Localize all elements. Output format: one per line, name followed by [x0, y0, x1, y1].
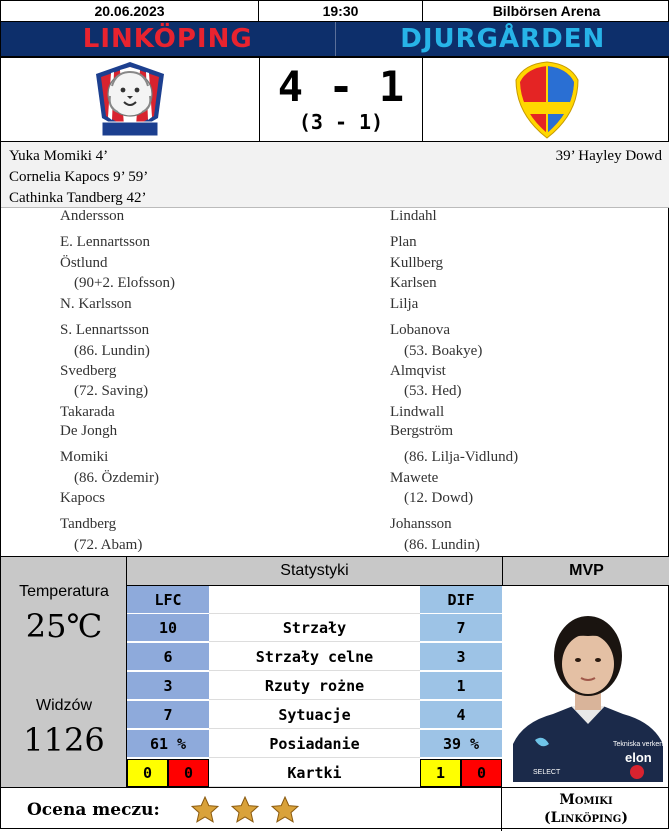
attendance-value: 1126 [1, 721, 127, 759]
lineup-player: Tandberg [60, 516, 116, 533]
away-logo-cell [423, 58, 669, 141]
djurgarden-shield-logo-icon [512, 60, 582, 140]
lineup-substitution: (86. Lundin) [390, 537, 480, 554]
match-date: 20.06.2023 [1, 1, 259, 21]
shirt-brand: SELECT [533, 769, 561, 776]
conditions-panel [1, 557, 127, 787]
stat-home-value: 7 [127, 701, 209, 729]
shirt-sponsor-2: elon [625, 750, 652, 765]
stat-home-value: 3 [127, 672, 209, 700]
score-row [1, 58, 669, 142]
away-team-abbr: DIF [420, 586, 502, 614]
lineup-substitution: (86. Özdemir) [60, 470, 159, 487]
stats-title: Statystyki [127, 557, 502, 586]
lineup-player: Andersson [60, 208, 124, 225]
home-scorers-list [9, 146, 148, 209]
lineup-substitution: (90+2. Elofsson) [60, 275, 175, 292]
lineup-player: Mawete [390, 470, 438, 487]
stat-row [127, 643, 502, 671]
home-red-cards: 0 [168, 759, 209, 787]
mvp-player-team: (Linköping) [502, 809, 669, 827]
lineup-player: Johansson [390, 516, 452, 533]
stat-away-value: 1 [420, 672, 502, 700]
stat-home-value: 6 [127, 643, 209, 671]
away-scorers-list [556, 146, 662, 167]
home-scorer: Yuka Momiki 4’ [9, 146, 148, 167]
final-score: 4 - 1 [278, 65, 404, 109]
match-time: 19:30 [259, 1, 423, 21]
rating-stars [191, 796, 311, 824]
lineup-substitution: (72. Abam) [60, 537, 142, 554]
home-scorer: Cathinka Tandberg 42’ [9, 188, 148, 209]
lineup-player: Momiki [60, 449, 108, 466]
home-team-name: LINKÖPING [1, 22, 336, 56]
match-rating [1, 787, 502, 831]
away-scorer: 39’ Hayley Dowd [556, 146, 662, 167]
shirt-sponsor-1: Tekniska verken [613, 741, 663, 748]
lineup-player: Östlund [60, 255, 108, 272]
home-scorer: Cornelia Kapocs 9’ 59’ [9, 167, 148, 188]
stat-label: Sytuacje [209, 701, 420, 729]
stats-section [1, 556, 669, 830]
lineup-player: E. Lennartsson [60, 234, 150, 251]
lineup-substitution: (86. Lilja-Vidlund) [390, 449, 518, 466]
stat-label: Strzały [209, 614, 420, 642]
home-logo-cell [1, 58, 259, 141]
stat-away-value: 3 [420, 643, 502, 671]
star-icon [271, 796, 299, 824]
stat-away-value: 7 [420, 614, 502, 642]
home-yellow-cards: 0 [127, 759, 168, 787]
stats-header-spacer [209, 586, 420, 614]
away-yellow-cards: 1 [420, 759, 461, 787]
lineup-substitution: (86. Lundin) [60, 343, 150, 360]
lineup-player: Karlsen [390, 275, 437, 292]
stat-home-value: 10 [127, 614, 209, 642]
teams-header [1, 22, 669, 58]
stat-home-value: 61 % [127, 730, 209, 758]
stat-row [127, 730, 502, 758]
star-icon [231, 796, 259, 824]
lineup-player: Kullberg [390, 255, 443, 272]
cards-row [127, 759, 502, 787]
lineup-player: Lobanova [390, 322, 450, 339]
attendance-label: Widzów [1, 697, 127, 715]
stat-row [127, 614, 502, 642]
lineup-substitution: (72. Saving) [60, 383, 148, 400]
mvp-player-name: Momiki [502, 791, 669, 809]
lineup-substitution: (53. Hed) [390, 383, 461, 400]
lineup-player: Bergström [390, 423, 453, 440]
lineup-player: Lindahl [390, 208, 437, 225]
mvp-name-box [502, 787, 669, 831]
stats-team-header [127, 586, 502, 614]
match-info-row [1, 1, 669, 22]
score-cell [259, 58, 423, 141]
lineups [1, 208, 669, 556]
star-icon [191, 796, 219, 824]
rating-label: Ocena meczu: [27, 800, 160, 820]
lineup-substitution: (53. Boakye) [390, 343, 482, 360]
stat-label: Strzały celne [209, 643, 420, 671]
lineup-player: Plan [390, 234, 417, 251]
mvp-title: MVP [502, 557, 669, 586]
lineup-player: Almqvist [390, 363, 446, 380]
match-venue: Bilbörsen Arena [423, 1, 669, 21]
temperature-value: 25℃ [1, 607, 127, 645]
home-team-abbr: LFC [127, 586, 209, 614]
stat-away-value: 39 % [420, 730, 502, 758]
stat-row [127, 672, 502, 700]
lineup-player: Svedberg [60, 363, 116, 380]
stat-away-value: 4 [420, 701, 502, 729]
lineup-player: Lindwall [390, 404, 444, 421]
halftime-score: (3 - 1) [299, 109, 383, 135]
stat-label: Rzuty rożne [209, 672, 420, 700]
lineup-player: Lilja [390, 296, 418, 313]
cards-label: Kartki [209, 759, 420, 787]
mvp-player-photo [513, 594, 663, 782]
lineup-player: Kapocs [60, 490, 105, 507]
lineup-player: S. Lennartsson [60, 322, 149, 339]
lineup-player: Takarada [60, 404, 115, 421]
away-red-cards: 0 [461, 759, 502, 787]
goal-scorers [1, 142, 669, 208]
lineup-player: De Jongh [60, 423, 117, 440]
lineup-player: N. Karlsson [60, 296, 132, 313]
away-team-name: DJURGÅRDEN [336, 22, 669, 56]
stat-label: Posiadanie [209, 730, 420, 758]
stat-row [127, 701, 502, 729]
temperature-label: Temperatura [1, 583, 127, 601]
lineup-substitution: (12. Dowd) [390, 490, 473, 507]
linkoping-lion-logo-icon [78, 60, 182, 140]
